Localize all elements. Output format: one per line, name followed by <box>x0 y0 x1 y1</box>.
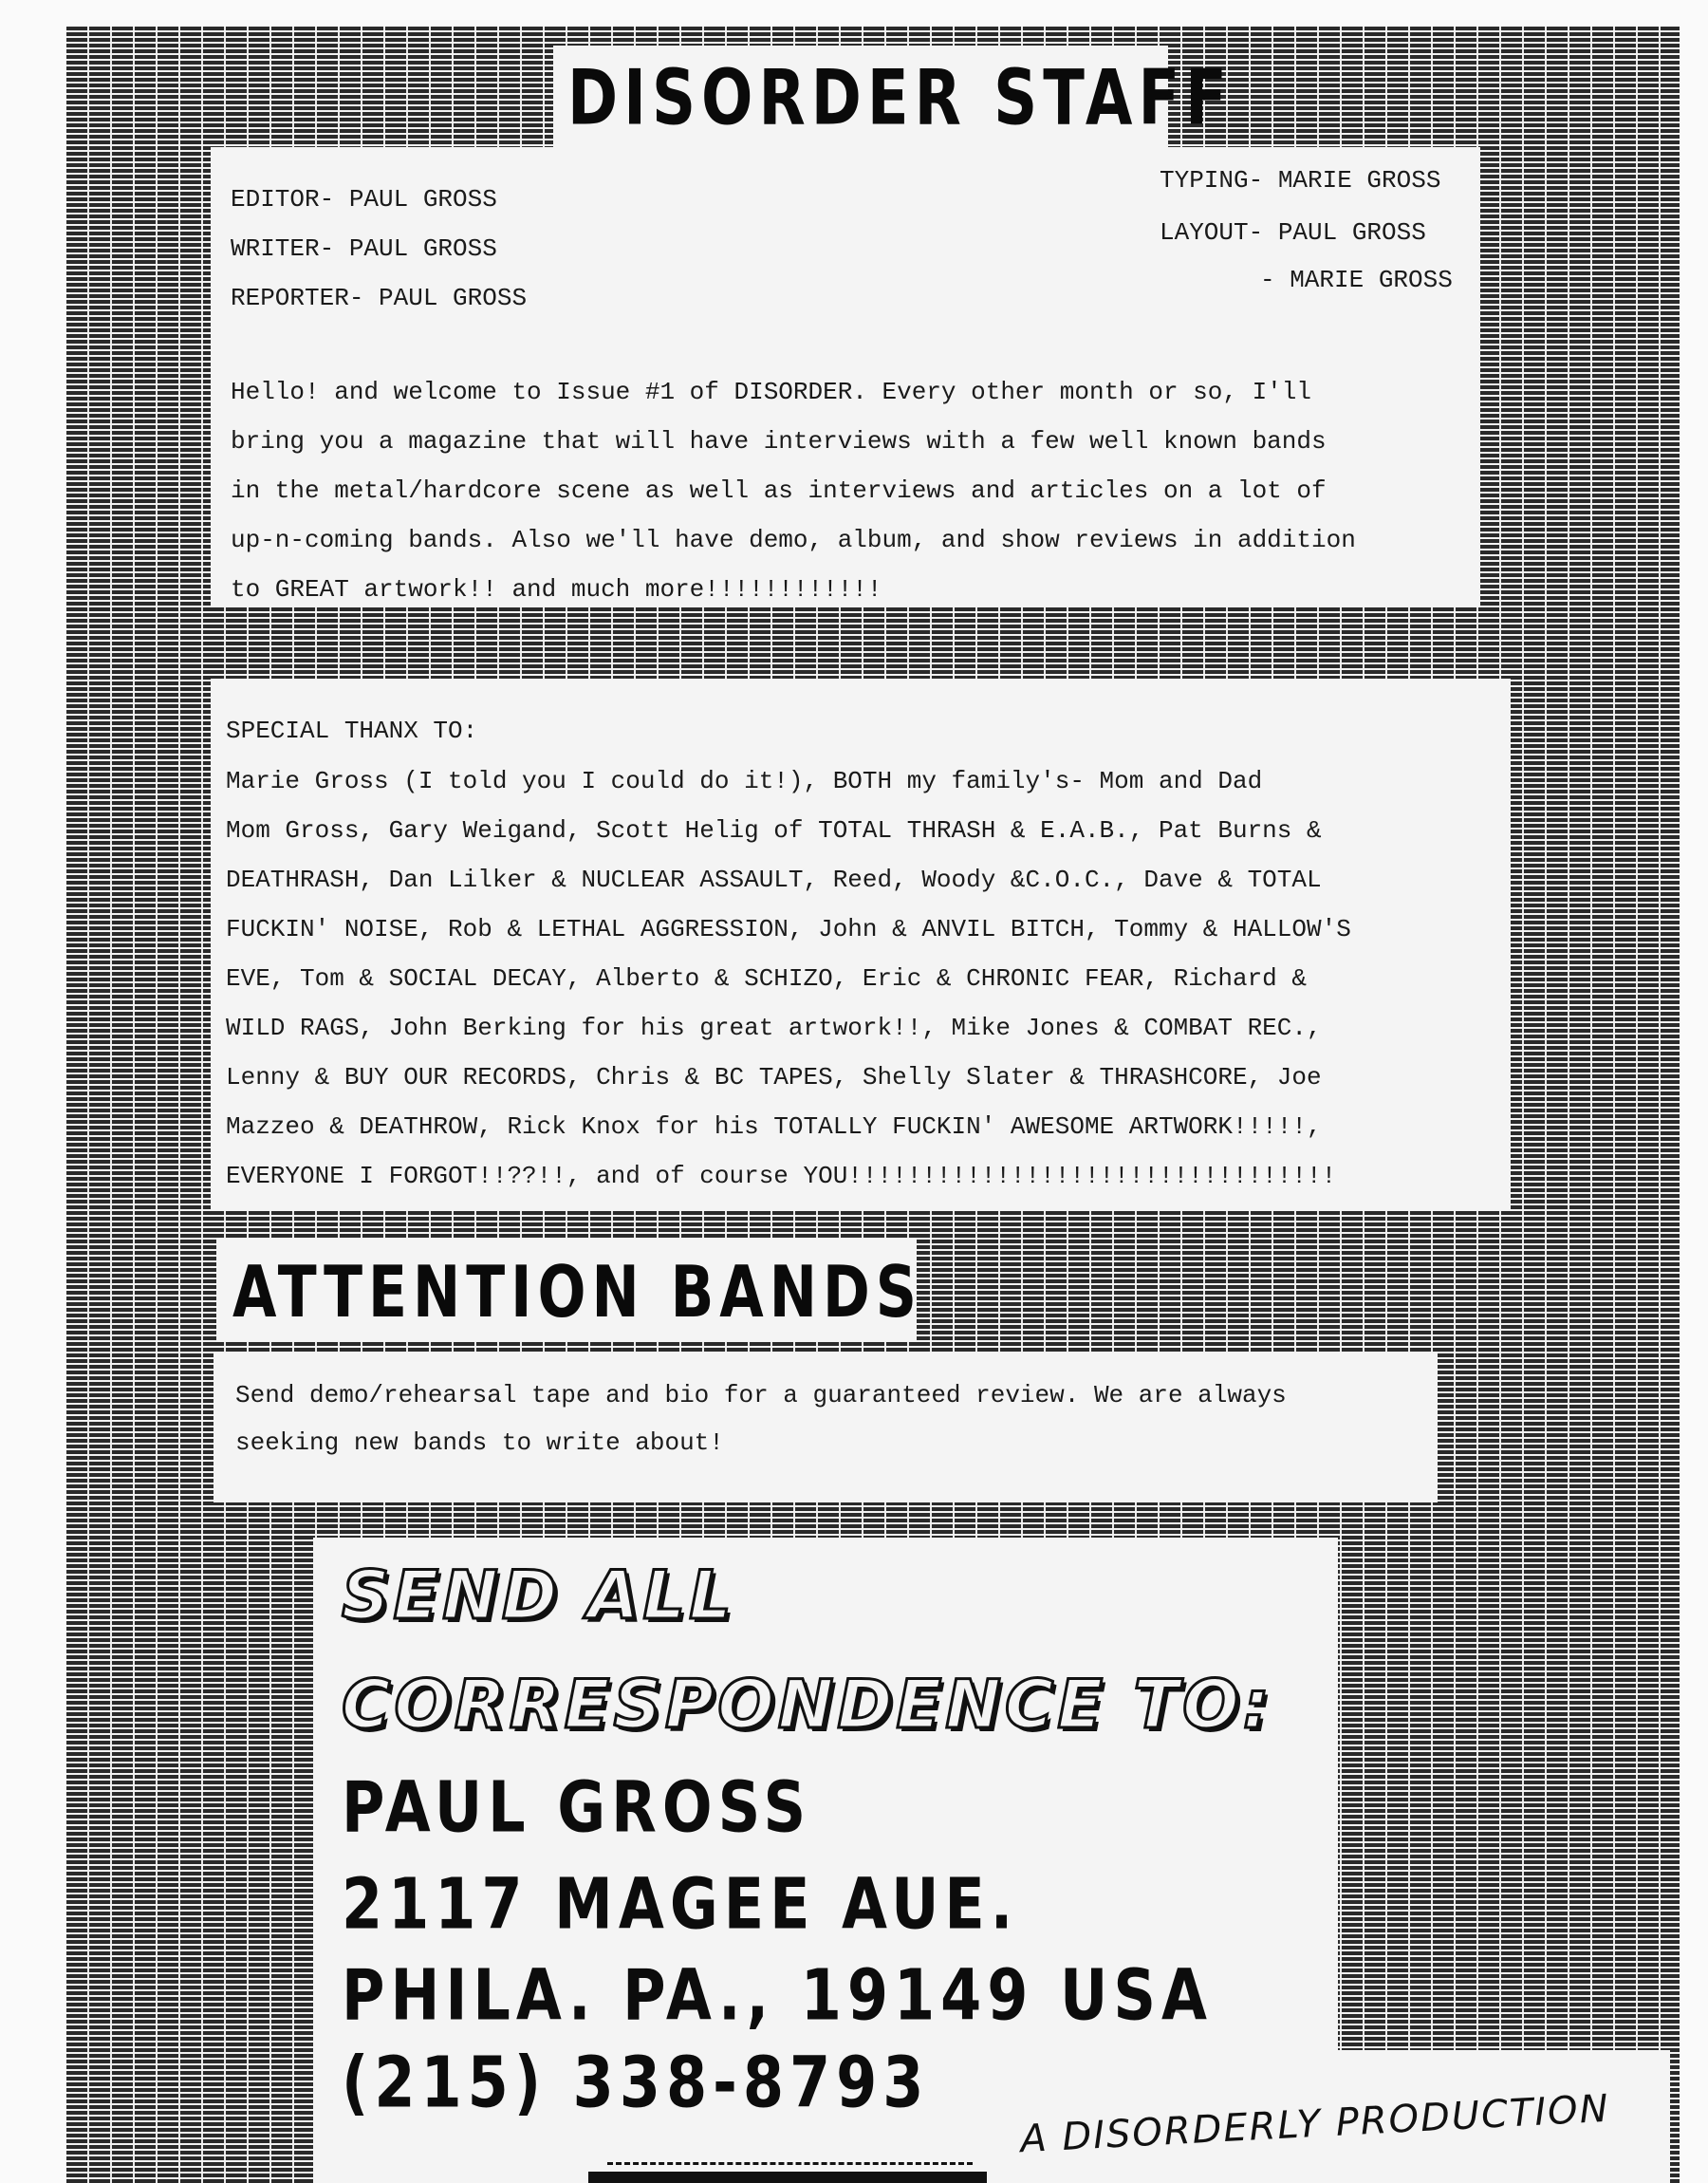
thanks-line-8: Mazzeo & DEATHROW, Rick Knox for his TOTALLY FUCKIN' AWESOME ARTWORK!!!!!, <box>226 1112 1322 1141</box>
staff-editor: EDITOR- PAUL GROSS <box>231 185 497 214</box>
thanks-line-6: WILD RAGS, John Berking for his great artwork!!, Mike Jones & COMBAT REC., <box>226 1014 1322 1042</box>
correspondence-heading-2: CORRESPONDENCE TO: <box>342 1666 1273 1744</box>
correspondence-heading-1: SEND ALL <box>342 1557 735 1634</box>
thanks-line-5: EVE, Tom & SOCIAL DECAY, Alberto & SCHIZO, Eric & CHRONIC FEAR, Richard & <box>226 964 1307 993</box>
intro-line-2: bring you a magazine that will have interviews with a few well known bands <box>231 427 1327 456</box>
thanks-line-3: DEATHRASH, Dan Lilker & NUCLEAR ASSAULT, Reed, Woody &C.O.C., Dave & TOTAL <box>226 866 1322 894</box>
thanks-line-1: Marie Gross (I told you I could do it!), BOTH my family's- Mom and Dad <box>226 767 1263 795</box>
staff-title: DISORDER STAFF <box>567 55 1233 143</box>
intro-line-5: to GREAT artwork!! and much more!!!!!!!!!!!! <box>231 575 882 604</box>
attention-box <box>214 1353 1438 1502</box>
intro-line-4: up-n-coming bands. Also we'll have demo, album, and show reviews in addition <box>231 526 1356 554</box>
bottom-black-bar <box>588 2172 987 2183</box>
staff-reporter: REPORTER- PAUL GROSS <box>231 284 528 312</box>
intro-line-3: in the metal/hardcore scene as well as interviews and articles on a lot of <box>231 476 1327 505</box>
attention-title: ATTENTION BANDS <box>232 1251 922 1334</box>
thanks-heading: SPECIAL THANX TO: <box>226 717 478 745</box>
dotted-rule <box>607 2162 973 2165</box>
attention-line-2: seeking new bands to write about! <box>235 1428 724 1457</box>
address-street: 2117 MAGEE AUE. <box>342 1862 1019 1946</box>
staff-layout: LAYOUT- PAUL GROSS <box>1160 218 1426 247</box>
staff-typing: TYPING- MARIE GROSS <box>1160 166 1441 195</box>
thanks-line-4: FUCKIN' NOISE, Rob & LETHAL AGGRESSION, John & ANVIL BITCH, Tommy & HALLOW'S <box>226 915 1351 943</box>
staff-layout-2: - MARIE GROSS <box>1260 266 1453 294</box>
staff-writer: WRITER- PAUL GROSS <box>231 234 497 263</box>
address-phone: (215) 338-8793 <box>342 2041 930 2124</box>
address-city: PHILA. PA., 19149 USA <box>342 1953 1214 2037</box>
thanks-line-2: Mom Gross, Gary Weigand, Scott Helig of TOTAL THRASH & E.A.B., Pat Burns & <box>226 816 1322 845</box>
intro-line-1: Hello! and welcome to Issue #1 of DISORDER. Every other month or so, I'll <box>231 378 1311 406</box>
address-name: PAUL GROSS <box>342 1765 812 1849</box>
thanks-line-9: EVERYONE I FORGOT!!??!!, and of course YOU!!!!!!!!!!!!!!!!!!!!!!!!!!!!!!!!! <box>226 1162 1337 1190</box>
attention-line-1: Send demo/rehearsal tape and bio for a guaranteed review. We are always <box>235 1381 1287 1409</box>
signature-text: A DISORDERLY PRODUCTION <box>1019 2086 1611 2162</box>
thanks-line-7: Lenny & BUY OUR RECORDS, Chris & BC TAPES, Shelly Slater & THRASHCORE, Joe <box>226 1063 1322 1092</box>
